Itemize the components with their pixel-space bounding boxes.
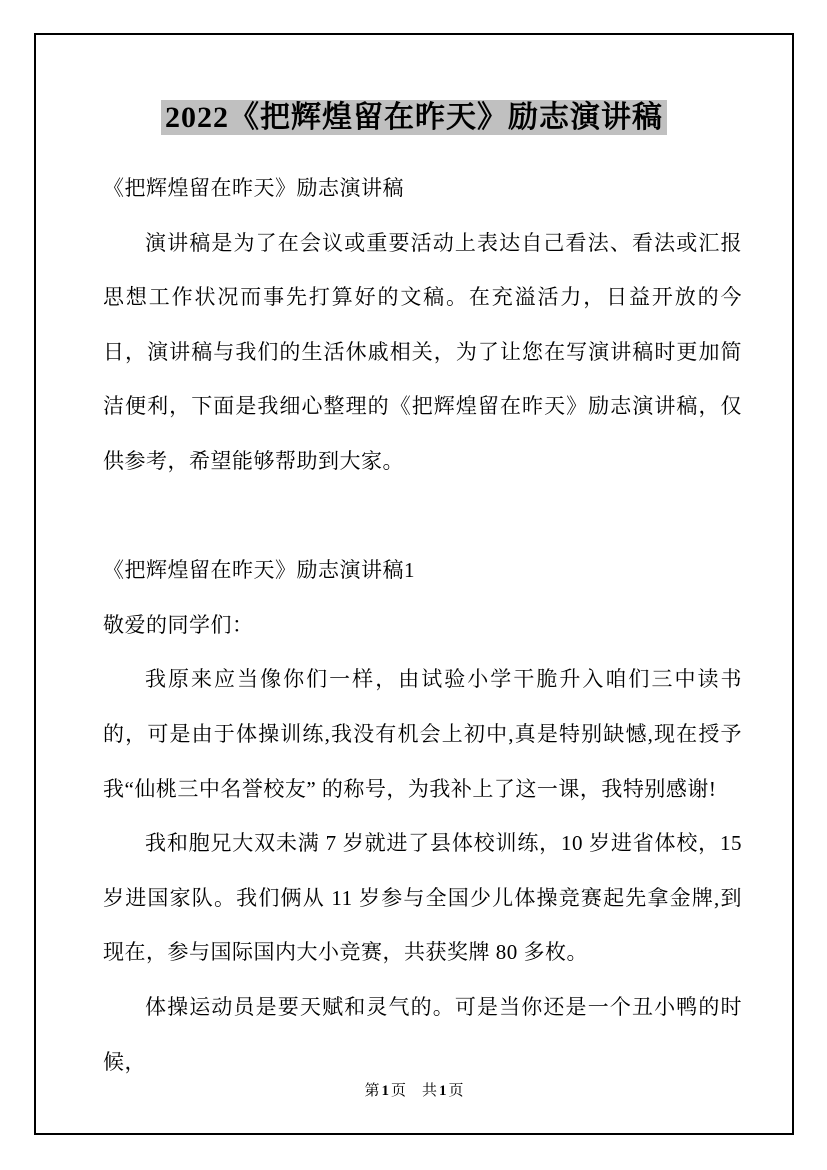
current-page-indicator [364, 1083, 406, 1099]
total-pages-number: 1 [439, 1083, 447, 1099]
section-heading: 《把辉煌留在昨天》励志演讲稿1 [103, 558, 415, 583]
document-title [36, 97, 792, 139]
current-page-prefix: 第 [364, 1083, 380, 1099]
speech-paragraph-3: 体操运动员是要天赋和灵气的。可是当你还是一个丑小鸭的时候， [103, 994, 742, 1074]
page-border-frame [34, 33, 794, 1135]
current-page-number: 1 [381, 1083, 389, 1099]
speech-paragraph-2: 我和胞兄大双未满 7 岁就进了县体校训练，10 岁进省体校，15 岁进国家队。我们俩从 11 岁参与全国少儿体操竞赛起先拿金牌,到现在，参与国际国内大小竞赛，共获奖牌 80 多枚。 [103, 831, 742, 965]
total-pages-indicator [422, 1083, 464, 1099]
current-page-suffix: 页 [390, 1083, 406, 1099]
salutation: 敬爱的同学们： [103, 612, 254, 637]
page-footer [36, 1081, 792, 1101]
document-body [103, 161, 742, 1089]
speech-paragraph-1: 我原来应当像你们一样，由试验小学干脆升入咱们三中读书的，可是由于体操训练,我没有机会上初中,真是特别缺憾,现在授予我“仙桃三中名誉校友” 的称号，为我补上了这一课，我特别感谢! [103, 667, 742, 801]
intro-paragraph: 演讲稿是为了在会议或重要活动上表达自己看法、看法或汇报思想工作状况而事先打算好的文稿。在充溢活力，日益开放的今日，演讲稿与我们的生活休戚相关，为了让您在写演讲稿时更加简洁便利，下面是我细心整理的《把辉煌留在昨天》励志演讲稿，仅供参考，希望能够帮助到大家。 [103, 230, 742, 473]
total-pages-suffix: 页 [448, 1083, 464, 1099]
blank-line [103, 489, 742, 544]
total-pages-prefix: 共 [422, 1083, 438, 1099]
document-subtitle: 《把辉煌留在昨天》励志演讲稿 [103, 176, 404, 200]
document-title-text: 2022《把辉煌留在昨天》励志演讲稿 [161, 100, 667, 135]
